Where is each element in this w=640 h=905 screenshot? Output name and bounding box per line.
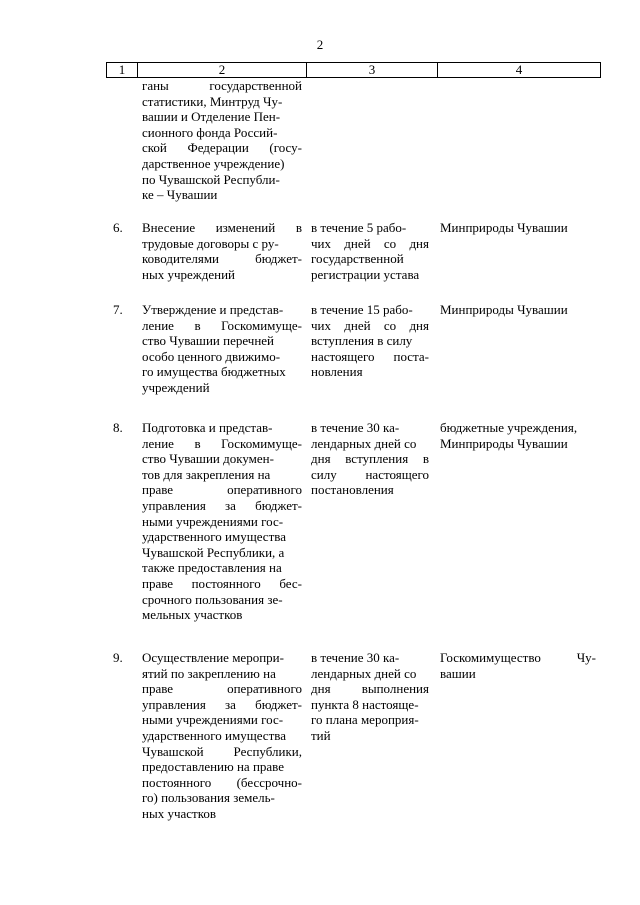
text-line: [440, 650, 596, 666]
text-line: [142, 482, 302, 498]
text-line: Утверждение и представ-: [142, 302, 284, 317]
text-line: ятий по закреплению на: [142, 665, 276, 681]
text-line: [142, 220, 302, 236]
text-line: [142, 140, 302, 156]
text-line: государственной: [311, 251, 404, 267]
text-line: по Чувашской Республи-: [142, 171, 280, 187]
text-line: вступления в силу: [311, 333, 413, 349]
word: бюджет-: [255, 696, 302, 712]
text-line: особо ценного движимо-: [142, 348, 281, 364]
responsible-cell: [440, 302, 596, 318]
word: праве: [142, 575, 174, 591]
word: вступления: [345, 451, 409, 467]
word: государственной: [209, 78, 302, 93]
word: со: [383, 317, 397, 333]
word: силу: [311, 466, 337, 482]
text-line: [142, 681, 302, 697]
text-line: трудовые договоры с ру-: [142, 235, 279, 251]
text-line: в течение 5 рабо-: [311, 220, 407, 235]
text-line: дарственное учреждение): [142, 155, 285, 171]
text-line: [311, 349, 429, 365]
text-line: в течение 30 ка-: [311, 650, 400, 665]
text-line: сионного фонда Россий-: [142, 124, 278, 140]
word: дня: [409, 235, 429, 251]
term-cell: [311, 420, 429, 498]
text-line: вашии: [440, 665, 476, 681]
word: дня: [311, 681, 331, 697]
text-line: вашии и Отделение Пен-: [142, 109, 281, 125]
text-line: пункта 8 настояще-: [311, 696, 419, 712]
text-line: в течение 15 рабо-: [311, 302, 413, 317]
word: чих: [311, 317, 331, 333]
text-line: постановления: [311, 482, 394, 498]
text-line: учреждений: [142, 379, 210, 395]
text-line: [142, 576, 302, 592]
text-line: [311, 236, 429, 252]
column-header-1: 1: [107, 63, 138, 78]
responsible-cell: [440, 220, 596, 236]
column-header-table: [106, 62, 601, 78]
word: ганы: [142, 78, 169, 93]
word: Чу-: [576, 650, 596, 665]
text-line: Подготовка и представ-: [142, 420, 273, 435]
term-cell: [311, 650, 429, 744]
text-line: [142, 318, 302, 334]
word: ской: [142, 140, 167, 156]
text-line: го) пользования земель-: [142, 790, 275, 806]
text-line: [311, 451, 429, 467]
action-cell: [142, 302, 302, 396]
text-line: [142, 78, 302, 94]
word: бюджет-: [255, 251, 302, 267]
word: Республики,: [233, 743, 302, 759]
word: за: [225, 696, 236, 712]
text-line: [142, 436, 302, 452]
word: дня: [409, 317, 429, 333]
word: Чувашской: [142, 743, 204, 759]
continued-action-cell: [142, 78, 302, 203]
text-line: лендарных дней со: [311, 435, 417, 451]
word: настоящего: [365, 466, 429, 482]
text-line: Чувашской Республики, а: [142, 544, 285, 560]
word: оперативного: [227, 482, 302, 498]
text-line: Осуществление меропри-: [142, 650, 284, 665]
word: праве: [142, 482, 174, 498]
word: Госкомимущество: [440, 650, 541, 665]
text-line: ных участков: [142, 805, 216, 821]
text-line: ными учреждениями гос-: [142, 513, 284, 529]
text-line: [142, 251, 302, 267]
text-line: [311, 318, 429, 334]
word: изменений: [215, 220, 276, 235]
column-header-3: 3: [307, 63, 438, 78]
text-line: ство Чувашии докумен-: [142, 451, 274, 467]
word: управления: [142, 696, 206, 712]
text-line: также предоставления на: [142, 560, 282, 576]
text-line: Минприроды Чувашии: [440, 302, 568, 317]
text-line: ке – Чувашии: [142, 187, 218, 203]
word: ление: [142, 317, 174, 333]
word: (госу-: [269, 140, 302, 156]
text-line: статистики, Минтруд Чу-: [142, 93, 283, 109]
word: Госкомимуще-: [221, 435, 302, 451]
row-number: 6.: [113, 220, 123, 235]
word: (бессрочно-: [236, 774, 302, 790]
text-line: [142, 498, 302, 514]
text-line: лендарных дней со: [311, 665, 417, 681]
word: постоянного: [191, 575, 261, 591]
text-line: срочного пользования зе-: [142, 591, 283, 607]
row-number: 9.: [113, 650, 123, 665]
row-number: 7.: [113, 302, 123, 317]
word: праве: [142, 681, 174, 697]
text-line: ных учреждений: [142, 266, 235, 282]
word: в: [295, 220, 302, 235]
term-cell: [311, 302, 429, 380]
text-line: ударственного имущества: [142, 727, 286, 743]
word: управления: [142, 497, 206, 513]
word: Внесение: [142, 220, 196, 235]
text-line: [142, 775, 302, 791]
responsible-cell: [440, 420, 596, 451]
action-cell: [142, 220, 302, 282]
text-line: ными учреждениями гос-: [142, 712, 284, 728]
word: в: [422, 451, 429, 467]
word: в: [194, 317, 201, 333]
text-line: го имущества бюджетных: [142, 364, 286, 380]
responsible-cell: [440, 650, 596, 681]
text-line: [142, 744, 302, 760]
text-line: го плана мероприя-: [311, 712, 419, 728]
word: Госкомимуще-: [221, 317, 302, 333]
word: бес-: [279, 575, 302, 591]
row-number: 8.: [113, 420, 123, 435]
word: постоянного: [142, 774, 212, 790]
word: бюджет-: [255, 497, 302, 513]
text-line: в течение 30 ка-: [311, 420, 400, 435]
text-line: мельных участков: [142, 607, 243, 623]
word: в: [194, 435, 201, 451]
word: со: [383, 235, 397, 251]
word: дня: [311, 451, 331, 467]
text-line: Минприроды Чувашии: [440, 435, 568, 451]
word: ление: [142, 435, 174, 451]
action-cell: [142, 420, 302, 623]
column-header-4: 4: [438, 63, 601, 78]
word: оперативного: [227, 681, 302, 697]
column-header-2: 2: [138, 63, 307, 78]
word: настоящего: [311, 348, 375, 364]
word: ководителями: [142, 251, 220, 267]
page-number: 2: [316, 37, 324, 52]
text-line: ство Чувашии перечней: [142, 333, 275, 349]
text-line: бюджетные учреждения,: [440, 420, 578, 435]
word: выполнения: [361, 681, 429, 697]
text-line: [311, 467, 429, 483]
text-line: Минприроды Чувашии: [440, 220, 568, 235]
word: за: [225, 497, 236, 513]
text-line: тов для закрепления на: [142, 466, 271, 482]
text-line: [311, 681, 429, 697]
text-line: новления: [311, 364, 363, 380]
word: дней: [344, 235, 371, 251]
term-cell: [311, 220, 429, 282]
word: чих: [311, 235, 331, 251]
text-line: тий: [311, 727, 331, 743]
word: дней: [344, 317, 371, 333]
column-header-row: [107, 63, 601, 78]
text-line: [142, 697, 302, 713]
word: поста-: [393, 348, 429, 364]
word: Федерации: [187, 140, 249, 156]
action-cell: [142, 650, 302, 822]
text-line: регистрации устава: [311, 266, 420, 282]
text-line: ударственного имущества: [142, 529, 286, 545]
text-line: предоставлению на праве: [142, 759, 285, 775]
